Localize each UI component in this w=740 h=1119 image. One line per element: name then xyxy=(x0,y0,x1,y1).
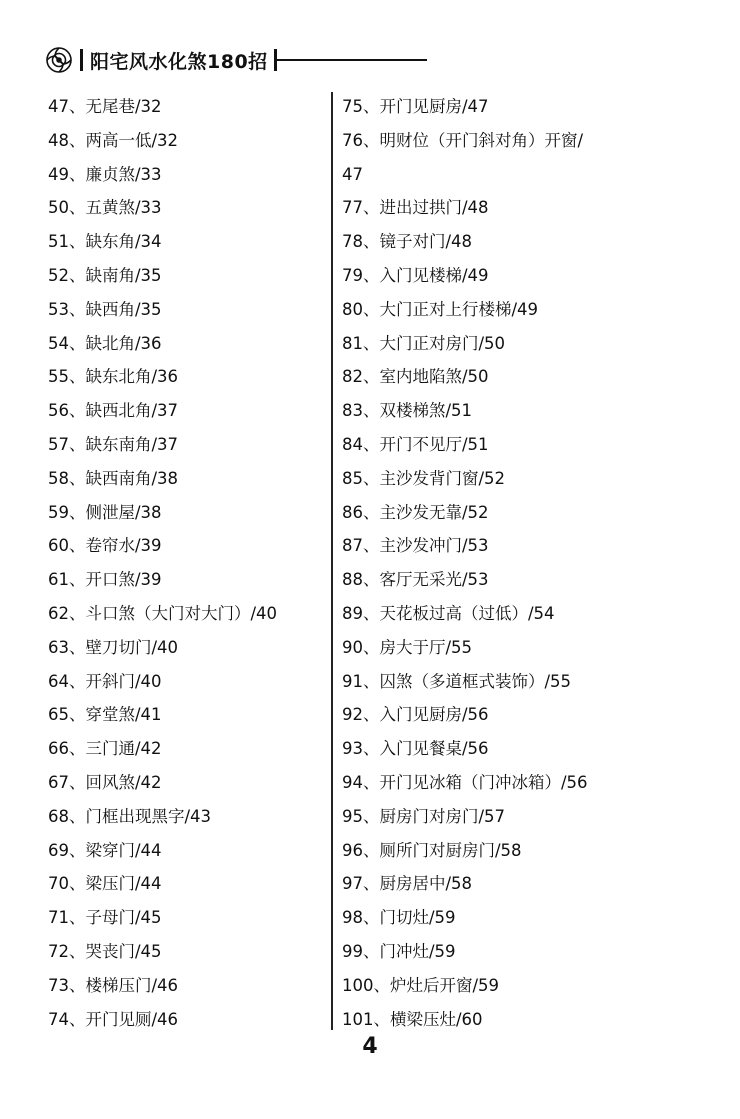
toc-item: 57、缺东南角/37 xyxy=(48,434,179,454)
toc-item: 89、天花板过高（过低）/54 xyxy=(342,603,555,623)
toc-item: 54、缺北角/36 xyxy=(48,333,162,353)
toc-item: 76、明财位（开门斜对角）开窗/ xyxy=(342,130,584,150)
toc-item: 66、三门通/42 xyxy=(48,739,162,759)
toc-item: 85、主沙发背门窗/52 xyxy=(342,468,506,488)
toc-item: 92、入门见厨房/56 xyxy=(342,705,489,725)
toc-item: 93、入门见餐桌/56 xyxy=(342,739,489,759)
running-header xyxy=(44,45,427,75)
toc-item: 61、开口煞/39 xyxy=(48,570,162,590)
toc-item: 90、房大于厅/55 xyxy=(342,637,473,657)
toc-item: 82、室内地陷煞/50 xyxy=(342,367,489,387)
toc-item: 68、门框出现黑字/43 xyxy=(48,806,212,826)
toc-item: 99、门冲灶/59 xyxy=(342,941,456,961)
toc-item: 81、大门正对房门/50 xyxy=(342,333,506,353)
toc-item: 60、卷帘水/39 xyxy=(48,536,162,556)
toc-item: 100、炉灶后开窗/59 xyxy=(342,975,500,995)
toc-item: 47、无尾巷/32 xyxy=(48,97,162,116)
toc-item: 78、镜子对门/48 xyxy=(342,232,473,252)
toc-item: 63、壁刀切门/40 xyxy=(48,637,179,657)
toc-item: 84、开门不见厅/51 xyxy=(342,434,489,454)
book-title: 阳宅风水化煞180招 xyxy=(90,50,268,73)
toc-item: 83、双楼梯煞/51 xyxy=(342,401,473,421)
toc-item: 64、开斜门/40 xyxy=(48,671,162,691)
toc-item: 47 xyxy=(342,164,363,184)
toc-item: 97、厨房居中/58 xyxy=(342,874,473,894)
page-number: 4 xyxy=(362,1034,378,1059)
toc-item: 95、厨房门对房门/57 xyxy=(342,806,506,826)
toc-item: 49、廉贞煞/33 xyxy=(48,164,162,184)
toc-item: 51、缺东角/34 xyxy=(48,232,162,252)
toc-item: 75、开门见厨房/47 xyxy=(342,97,489,116)
toc-item: 58、缺西南角/38 xyxy=(48,468,179,488)
toc-item: 67、回风煞/42 xyxy=(48,772,162,792)
ornamental-knot-icon xyxy=(44,45,74,75)
header-rule xyxy=(277,59,427,61)
toc-item: 94、开门见冰箱（门冲冰箱）/56 xyxy=(342,772,588,792)
toc-left-column xyxy=(48,90,323,1036)
header-bar-left xyxy=(80,49,83,71)
toc-item: 52、缺南角/35 xyxy=(48,265,162,285)
toc-item: 59、侧泄屋/38 xyxy=(48,502,162,522)
toc-item: 73、楼梯压门/46 xyxy=(48,975,179,995)
toc-item: 87、主沙发冲门/53 xyxy=(342,536,489,556)
toc-item: 50、五黄煞/33 xyxy=(48,198,162,218)
toc-item: 88、客厅无采光/53 xyxy=(342,570,489,590)
toc-item: 72、哭丧门/45 xyxy=(48,941,162,961)
toc-item: 48、两高一低/32 xyxy=(48,130,179,150)
toc-item: 77、进出过拱门/48 xyxy=(342,198,489,218)
toc-item: 56、缺西北角/37 xyxy=(48,401,179,421)
toc-right-column xyxy=(342,90,632,1036)
column-divider xyxy=(331,92,333,1030)
toc-item: 79、入门见楼梯/49 xyxy=(342,265,489,285)
toc-item: 53、缺西角/35 xyxy=(48,299,162,319)
toc-item: 69、梁穿门/44 xyxy=(48,840,162,860)
toc-item: 62、斗口煞（大门对大门）/40 xyxy=(48,603,278,623)
toc-item: 71、子母门/45 xyxy=(48,908,162,928)
toc-item: 98、门切灶/59 xyxy=(342,908,456,928)
toc-item: 86、主沙发无靠/52 xyxy=(342,502,489,522)
toc-item: 101、横梁压灶/60 xyxy=(342,1009,483,1029)
toc-item: 55、缺东北角/36 xyxy=(48,367,179,387)
toc-item: 74、开门见厕/46 xyxy=(48,1009,179,1029)
toc-item: 80、大门正对上行楼梯/49 xyxy=(342,299,539,319)
toc-item: 96、厕所门对厨房门/58 xyxy=(342,840,522,860)
toc-item: 70、梁压门/44 xyxy=(48,874,162,894)
toc-item: 65、穿堂煞/41 xyxy=(48,705,162,725)
toc-item: 91、囚煞（多道框式装饰）/55 xyxy=(342,671,572,691)
